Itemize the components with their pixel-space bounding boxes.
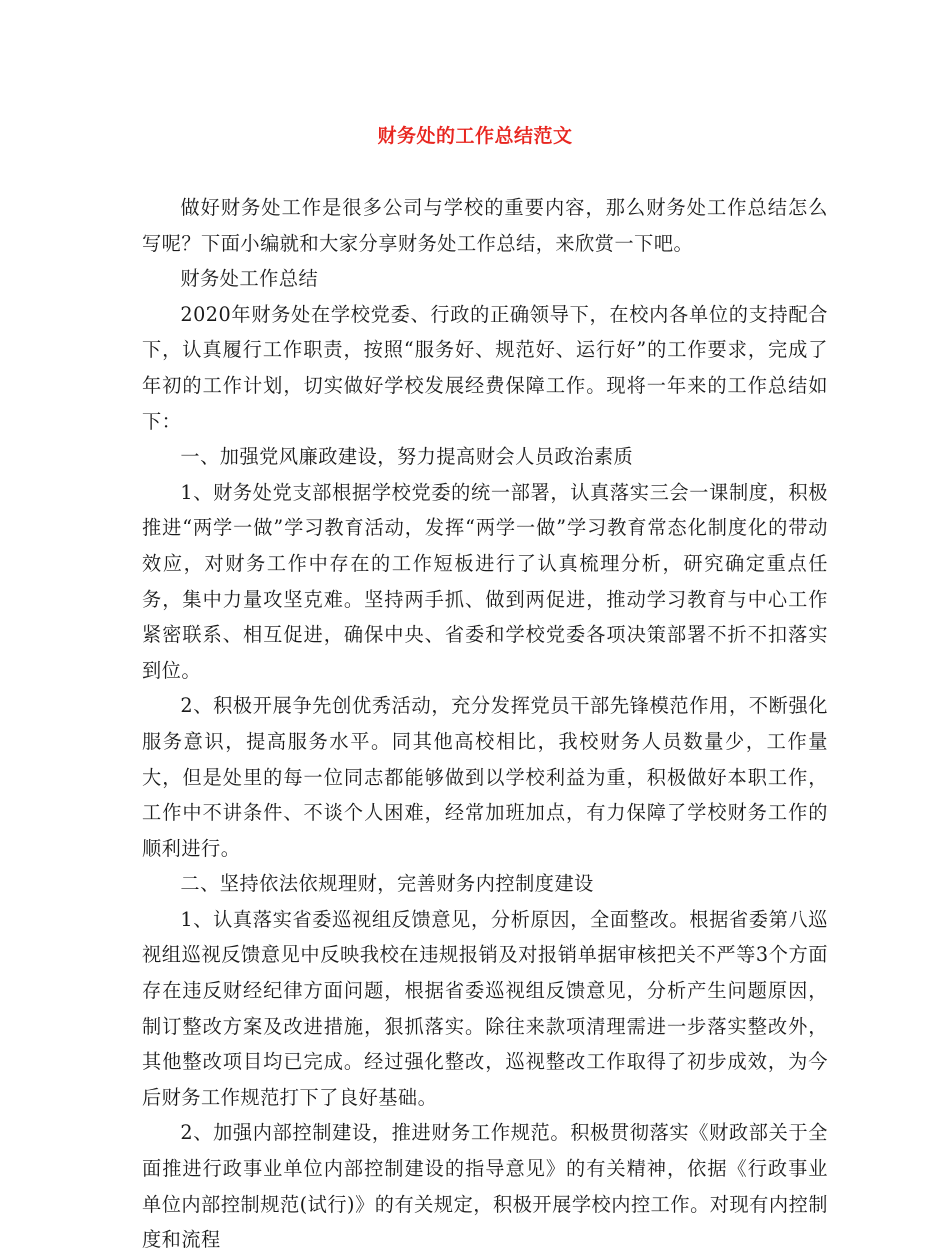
document-title: 财务处的工作总结范文: [377, 125, 573, 147]
paragraph-1-2: 2、积极开展争先创优秀活动，充分发挥党员干部先锋模范作用，不断强化服务意识，提高服务水平。同其他高校相比，我校财务人员数量少，工作量大，但是处里的每一位同志都能够做到以学校利益为重，积极做好本职工作，工作中不讲条件、不谈个人困难，经常加班加点，有力保障了学校财务工作的顺利进行。: [142, 694, 828, 860]
paragraph-2-1: 1、认真落实省委巡视组反馈意见，分析原因，全面整改。根据省委第八巡视组巡视反馈意见中反映我校在违规报销及对报销单据审核把关不严等3个方面存在违反财经纪律方面问题，根据省委巡视组反馈意见，分析产生问题原因，制订整改方案及改进措施，狠抓落实。除往来款项清理需进一步落实整改外，其他整改项目均已完成。经过强化整改，巡视整改工作取得了初步成效，为今后财务工作规范打下了良好基础。: [142, 907, 828, 1109]
section-heading-1: 一、加强党风廉政建设，努力提高财会人员政治素质: [180, 445, 634, 469]
paragraph-intro: 做好财务处工作是很多公司与学校的重要内容，那么财务处工作总结怎么写呢？下面小编就和大家分享财务处工作总结，来欣赏一下吧。: [142, 196, 828, 255]
paragraph-subtitle: 财务处工作总结: [180, 267, 319, 291]
paragraph-2-2: 2、加强内部控制建设，推进财务工作规范。积极贯彻落实《财政部关于全面推进行政事业单位内部控制建设的指导意见》的有关精神，依据《行政事业单位内部控制规范(试行)》的有关规定，积极开展学校内控工作。对现有内控制度和流程: [142, 1121, 828, 1252]
paragraph-overview: 2020年财务处在学校党委、行政的正确领导下，在校内各单位的支持配合下，认真履行工作职责，按照“服务好、规范好、运行好”的工作要求，完成了年初的工作计划，切实做好学校发展经费保障工作。现将一年来的工作总结如下：: [142, 302, 828, 433]
document-body: [142, 190, 828, 1258]
paragraph-1-1: 1、财务处党支部根据学校党委的统一部署，认真落实三会一课制度，积极推进“两学一做”学习教育活动，发挥“两学一做”学习教育常态化制度化的带动效应，对财务工作中存在的工作短板进行了认真梳理分析，研究确定重点任务，集中力量攻坚克难。坚持两手抓、做到两促进，推动学习教育与中心工作紧密联系、相互促进，确保中央、省委和学校党委各项决策部署不折不扣落实到位。: [142, 480, 828, 682]
section-heading-2: 二、坚持依法依规理财，完善财务内控制度建设: [180, 872, 594, 896]
